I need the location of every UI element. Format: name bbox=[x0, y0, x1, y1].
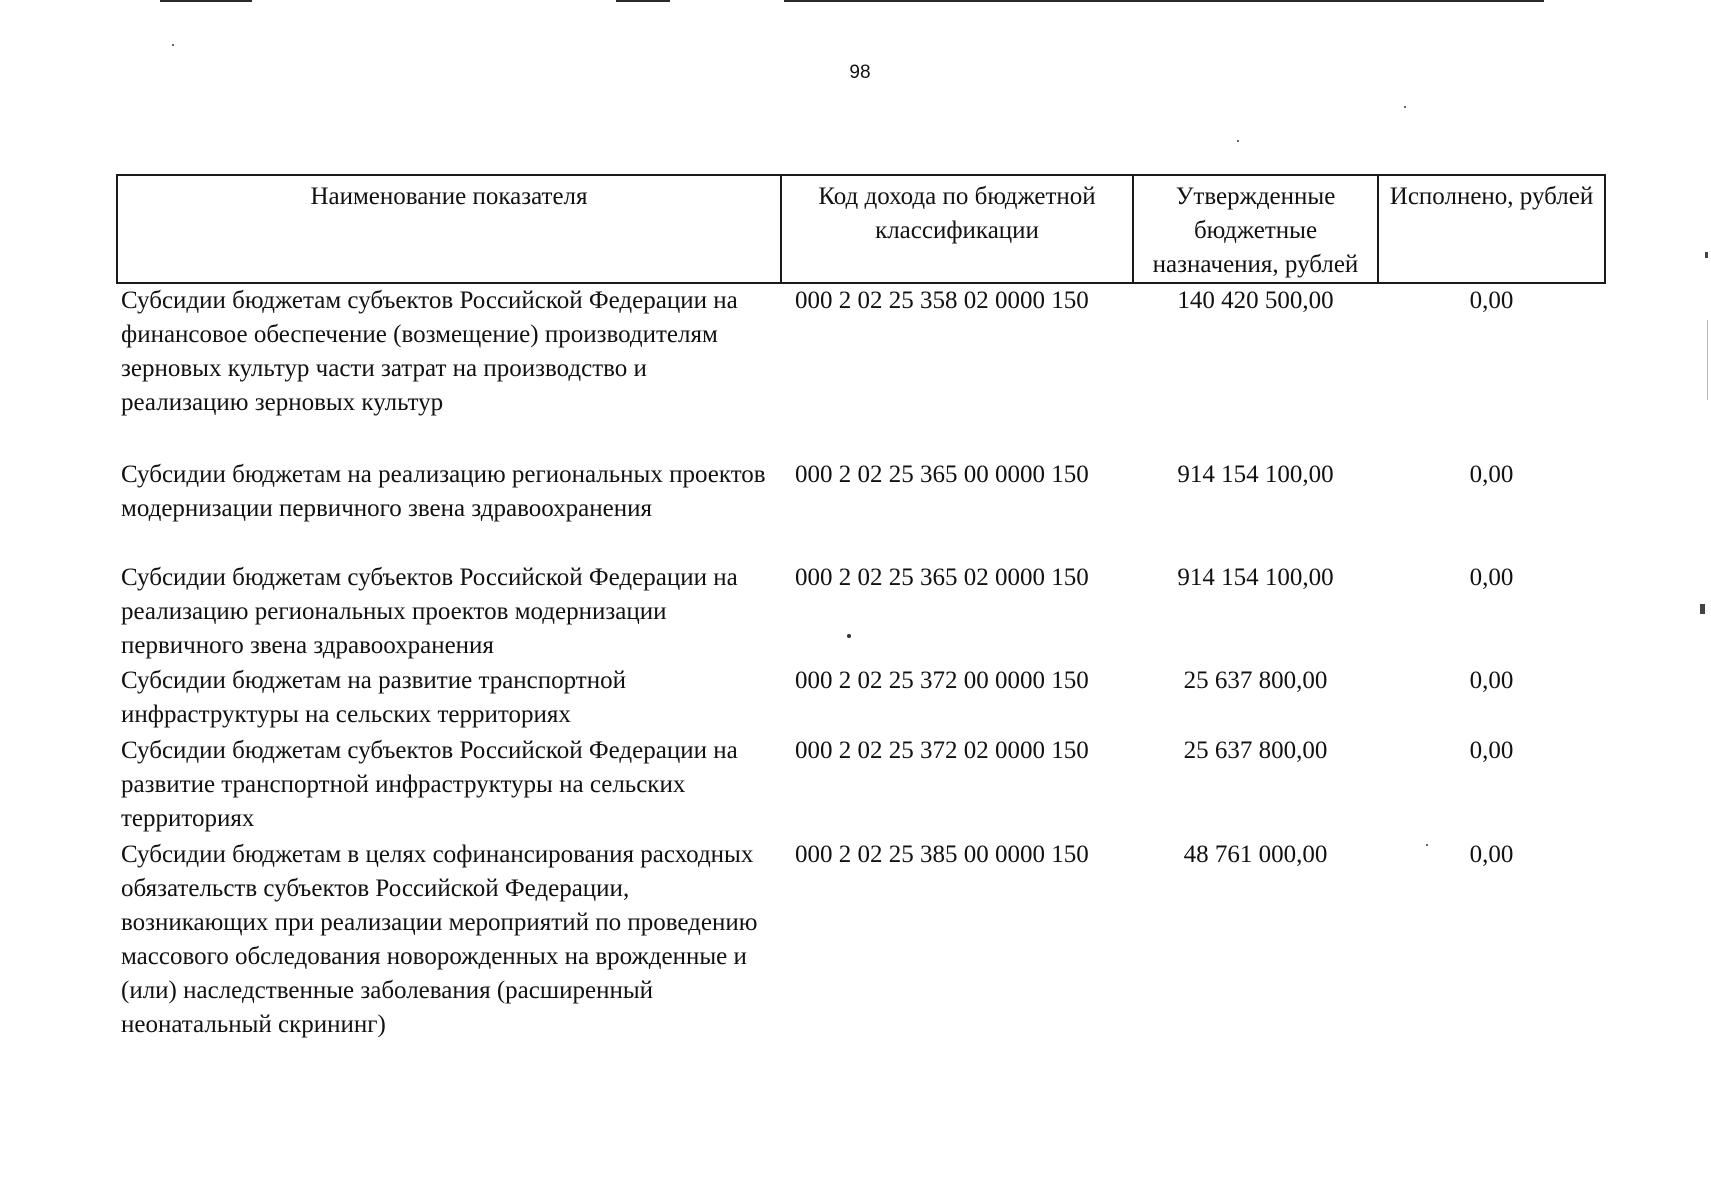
row-done: 0,00 bbox=[1469, 461, 1514, 488]
row-code: 000 2 02 25 385 00 0000 150 bbox=[795, 841, 1089, 868]
scan-edge-line bbox=[784, 0, 1544, 2]
row-name: Субсидии бюджетам на развитие транспортной инфраструктуры на сельских территориях bbox=[121, 667, 626, 728]
scan-speck bbox=[172, 44, 174, 46]
header-done: Исполнено, рублей bbox=[1378, 175, 1605, 283]
row-done: 0,00 bbox=[1469, 564, 1514, 591]
header-row bbox=[117, 175, 1605, 283]
row-code: 000 2 02 25 365 02 0000 150 bbox=[795, 564, 1089, 591]
row-done: 0,00 bbox=[1469, 287, 1514, 314]
report-table bbox=[116, 174, 1606, 1078]
scan-edge-line bbox=[160, 0, 252, 2]
row-approved: 140 420 500,00 bbox=[1177, 287, 1334, 314]
table-row bbox=[117, 458, 1605, 561]
budget-revenue-table bbox=[116, 174, 1604, 1078]
table-row bbox=[117, 664, 1605, 734]
row-approved: 48 761 000,00 bbox=[1183, 841, 1328, 868]
row-done: 0,00 bbox=[1469, 841, 1514, 868]
row-done: 0,00 bbox=[1469, 737, 1514, 764]
row-name: Субсидии бюджетам в целях софинансирования расходных обязательств субъектов Российской Федерации, возникающих при реализации мероприятий по проведению массового обследования новорожденных на врожденные и (или) наследственные заболевания (расширенный неонатальный скрининг) bbox=[121, 841, 758, 1038]
scan-speck bbox=[1404, 106, 1406, 108]
table-header bbox=[117, 175, 1605, 283]
scan-edge-mark bbox=[1707, 320, 1708, 400]
table-row bbox=[117, 734, 1605, 838]
table-row bbox=[117, 561, 1605, 664]
page-number: 98 bbox=[849, 62, 871, 83]
row-code: 000 2 02 25 365 00 0000 150 bbox=[795, 461, 1089, 488]
row-name: Субсидии бюджетам субъектов Российской Федерации на финансовое обеспечение (возмещение) производителям зерновых культур части затрат на производство и реализацию зерновых культур bbox=[121, 287, 738, 416]
header-name: Наименование показателя bbox=[117, 175, 781, 283]
table-row bbox=[117, 838, 1605, 1078]
table-row bbox=[117, 283, 1605, 458]
row-approved: 914 154 100,00 bbox=[1177, 564, 1334, 591]
row-name: Субсидии бюджетам субъектов Российской Федерации на развитие транспортной инфраструктуры на сельских территориях bbox=[121, 737, 738, 832]
row-approved: 25 637 800,00 bbox=[1183, 667, 1328, 694]
table-body bbox=[117, 283, 1605, 1078]
row-name: Субсидии бюджетам на реализацию региональных проектов модернизации первичного звена здравоохранения bbox=[121, 461, 766, 522]
header-approved: Утвержденные бюджетные назначения, рублей bbox=[1133, 175, 1378, 283]
row-approved: 914 154 100,00 bbox=[1177, 461, 1334, 488]
header-code: Код дохода по бюджетной классификации bbox=[781, 175, 1133, 283]
scan-edge-mark bbox=[1700, 604, 1705, 614]
scan-edge-mark bbox=[1705, 252, 1708, 258]
scan-edge-line bbox=[616, 0, 670, 2]
row-approved: 25 637 800,00 bbox=[1183, 737, 1328, 764]
row-code: 000 2 02 25 372 00 0000 150 bbox=[795, 667, 1089, 694]
row-code: 000 2 02 25 372 02 0000 150 bbox=[795, 737, 1089, 764]
row-name: Субсидии бюджетам субъектов Российской Федерации на реализацию региональных проектов модернизации первичного звена здравоохранения bbox=[121, 564, 738, 659]
row-code: 000 2 02 25 358 02 0000 150 bbox=[795, 287, 1089, 314]
scan-speck bbox=[1237, 140, 1239, 142]
row-done: 0,00 bbox=[1469, 667, 1514, 694]
